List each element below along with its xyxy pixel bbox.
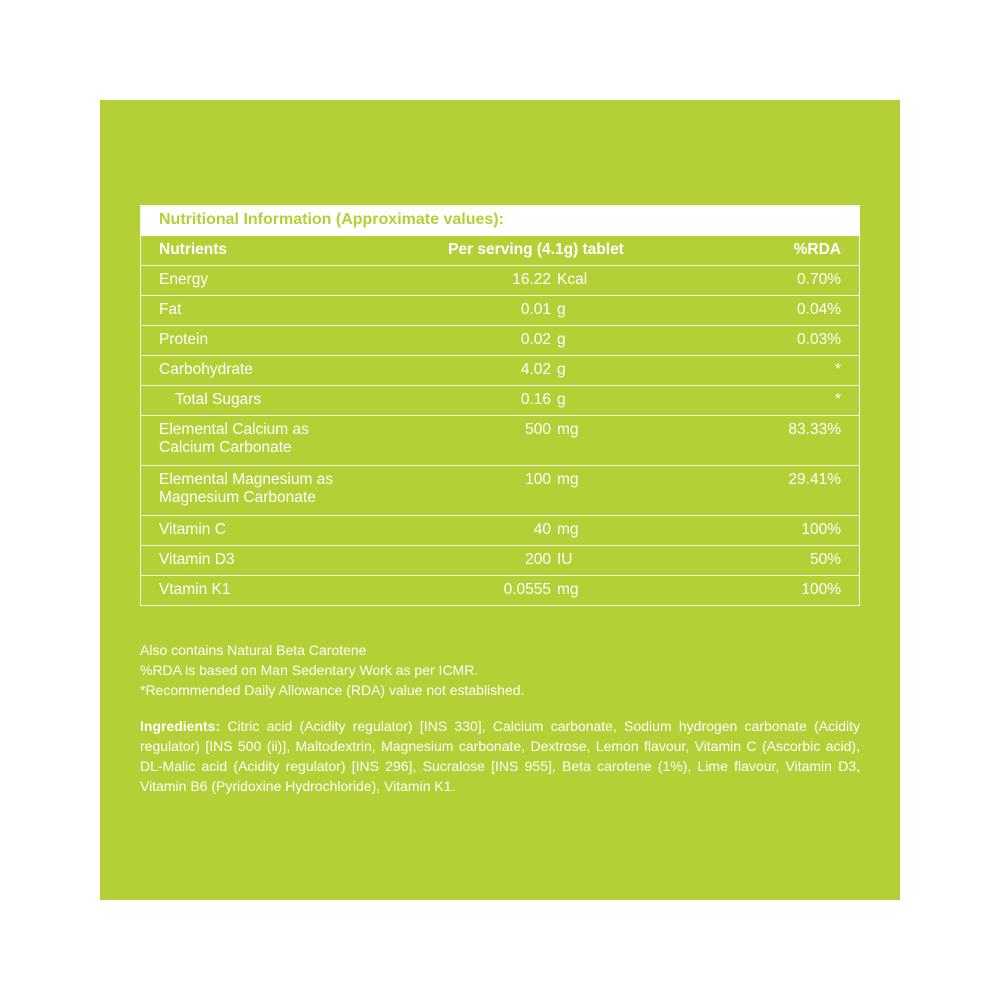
table-row <box>141 516 860 546</box>
nutrient-name: Vtamin K1 <box>141 576 378 606</box>
nutrient-rda: 0.70% <box>695 266 860 296</box>
nutrient-name: Elemental Magnesium as Magnesium Carbonate <box>141 466 378 516</box>
table-row <box>141 356 860 386</box>
nutrient-amount: 4.02 g <box>377 356 695 386</box>
nutrient-amount: 16.22 Kcal <box>377 266 695 296</box>
nutrition-table <box>140 205 860 606</box>
nutrient-amount: 500 mg <box>377 416 695 466</box>
nutrient-amount: 0.0555 mg <box>377 576 695 606</box>
table-row <box>141 416 860 466</box>
nutrient-name: Elemental Calcium as Calcium Carbonate <box>141 416 378 466</box>
nutrient-rda: * <box>695 356 860 386</box>
nutrient-name: Vitamin C <box>141 516 378 546</box>
label-panel <box>100 100 900 900</box>
nutrient-rda: * <box>695 386 860 416</box>
header-rda: %RDA <box>695 236 860 266</box>
table-row <box>141 296 860 326</box>
footnote-line: *Recommended Daily Allowance (RDA) value not established. <box>140 682 525 698</box>
nutrient-rda: 0.03% <box>695 326 860 356</box>
table-row <box>141 326 860 356</box>
table-title: Nutritional Information (Approximate values): <box>141 206 860 236</box>
nutrient-amount: 0.16 g <box>377 386 695 416</box>
nutrient-name: Carbohydrate <box>141 356 378 386</box>
nutrient-rda: 100% <box>695 576 860 606</box>
ingredients-label: Ingredients: <box>140 718 221 734</box>
table-row <box>141 266 860 296</box>
nutrient-amount: 0.01 g <box>377 296 695 326</box>
nutrient-amount: 200 IU <box>377 546 695 576</box>
nutrient-rda: 29.41% <box>695 466 860 516</box>
nutrient-rda: 0.04% <box>695 296 860 326</box>
ingredients-block <box>140 716 860 796</box>
table-header-row <box>141 236 860 266</box>
nutrient-rda: 50% <box>695 546 860 576</box>
nutrient-name: Protein <box>141 326 378 356</box>
nutrient-name: Total Sugars <box>141 386 378 416</box>
nutrient-name: Vitamin D3 <box>141 546 378 576</box>
footnote-line: %RDA is based on Man Sedentary Work as per ICMR. <box>140 662 479 678</box>
footnote-line: Also contains Natural Beta Carotene <box>140 642 367 658</box>
table-row <box>141 576 860 606</box>
ingredients-text: Citric acid (Acidity regulator) [INS 330], Calcium carbonate, Sodium hydrogen carbonate (Acidity regulator) [INS 500 (ii)], Maltodextrin, Magnesium carbonate, Dextrose, Lemon flavour, Vitamin C (Ascorbic acid), DL-Malic acid (Acidity regulator) [INS 296], Sucralose [INS 955], Beta carotene (1%), Lime flavour, Vitamin D3, Vitamin B6 (Pyridoxine Hydrochloride), Vitamin K1. <box>140 718 860 794</box>
nutrient-amount: 100 mg <box>377 466 695 516</box>
header-per-serving: Per serving (4.1g) tablet <box>377 236 695 266</box>
header-nutrients: Nutrients <box>141 236 378 266</box>
table-row <box>141 466 860 516</box>
nutrient-rda: 83.33% <box>695 416 860 466</box>
footnotes <box>140 640 860 700</box>
nutrient-amount: 0.02 g <box>377 326 695 356</box>
table-row <box>141 546 860 576</box>
nutrient-amount: 40 mg <box>377 516 695 546</box>
nutrient-rda: 100% <box>695 516 860 546</box>
nutrient-name: Energy <box>141 266 378 296</box>
nutrient-name: Fat <box>141 296 378 326</box>
table-row <box>141 386 860 416</box>
